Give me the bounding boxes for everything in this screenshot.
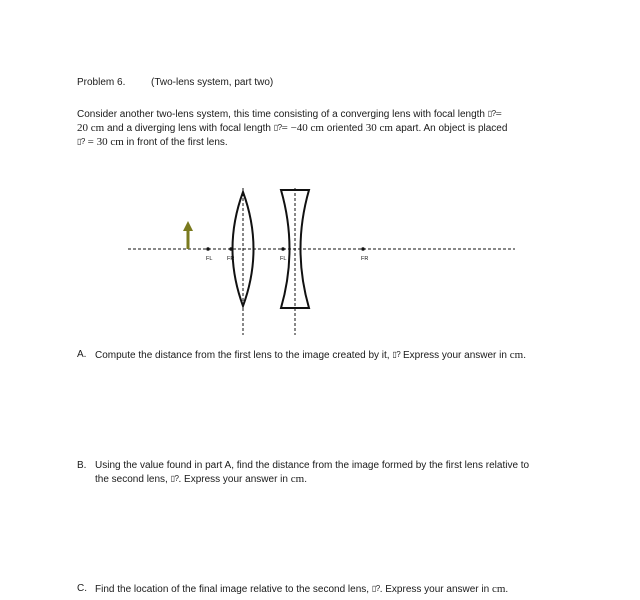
unit-cm: cm [290, 473, 305, 485]
question-text-part: . Express your answer in [379, 584, 492, 595]
statement-text: apart. An object is placed [392, 123, 508, 134]
lens-separation-value: 30 cm [365, 122, 393, 134]
problem-header [77, 77, 273, 88]
question-text-line [95, 472, 587, 486]
focal-point-dot [281, 247, 285, 251]
question-text-part: Using the value found in part A, find the distance from the image formed by the first lens relative to [95, 460, 530, 471]
question-text-part: . [523, 350, 526, 361]
focal-label-fl-right: FL [280, 256, 287, 262]
unit-cm: cm [491, 583, 506, 595]
statement-text: Consider another two-lens system, this time consisting of a converging lens with focal length [77, 109, 488, 120]
problem-title: (Two-lens system, part two) [151, 77, 274, 88]
object-distance-symbol: ▯? [77, 137, 85, 146]
question-text-part: Find the location of the final image relative to the second lens, [95, 584, 372, 595]
focal-point-dot [206, 247, 210, 251]
question-text-part: Express your answer in [400, 350, 510, 361]
question-text [95, 582, 587, 596]
object-arrow [183, 221, 193, 249]
focal-label-fl-left: FL [206, 256, 213, 262]
focal-length-2-symbol: ▯? [273, 123, 282, 132]
statement-line-3 [77, 135, 577, 149]
question-b [77, 459, 587, 486]
focal-point-dot [361, 247, 365, 251]
question-text-part: . Express your answer in [178, 474, 291, 485]
question-text [95, 348, 587, 362]
question-c [77, 582, 587, 596]
final-image-symbol: ▯? [371, 584, 380, 593]
statement-text: and a diverging lens with focal length [104, 123, 274, 134]
question-letter: A. [77, 349, 87, 360]
question-text-part: Compute the distance from the first lens to the image created by it, [95, 350, 393, 361]
focal-length-1-symbol: ▯? [487, 109, 496, 118]
object-distance-value: = 30 cm [84, 136, 124, 148]
equals-sign: = [495, 108, 502, 120]
lens-diagram [120, 180, 520, 340]
question-text-part: . [505, 584, 509, 595]
question-letter: C. [77, 583, 87, 594]
focal-label-fr-left: FR [227, 256, 235, 262]
question-letter: B. [77, 460, 87, 471]
focal-length-2-value: = −40 cm [281, 122, 324, 134]
unit-cm: cm [509, 349, 524, 361]
statement-line-2 [77, 121, 577, 135]
problem-number: Problem 6. [77, 77, 126, 88]
statement-text: oriented [323, 123, 366, 134]
question-text-part: . [304, 474, 307, 485]
focal-length-1-value: 20 cm [77, 122, 105, 134]
problem-statement [77, 107, 577, 149]
statement-line-1 [77, 107, 577, 121]
question-text-part: the second lens, [95, 474, 171, 485]
statement-text: in front of the first lens. [123, 137, 228, 148]
focal-label-fr-right: FR [361, 256, 369, 262]
object-distance-2-symbol: ▯? [170, 474, 179, 483]
question-a [77, 348, 587, 362]
image-distance-symbol: ▯? [392, 350, 401, 359]
focal-point-dot [229, 247, 233, 251]
question-text [95, 459, 587, 486]
